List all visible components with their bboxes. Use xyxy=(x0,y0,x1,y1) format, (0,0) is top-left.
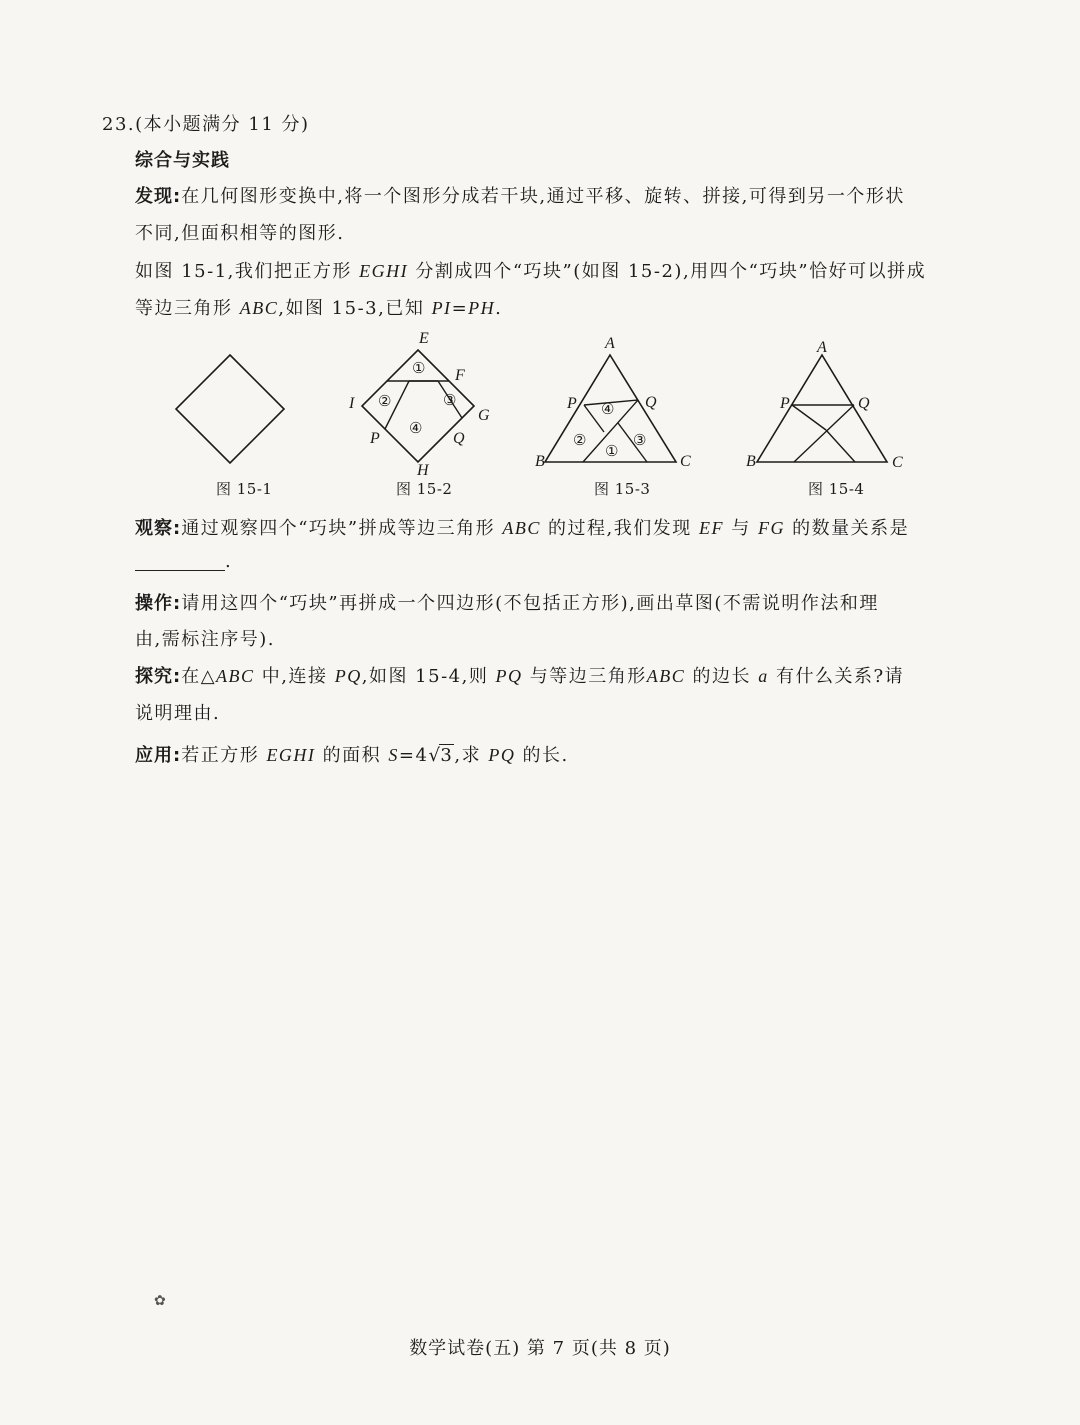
figure-15-1 xyxy=(160,340,300,480)
explore-line-1 xyxy=(135,662,904,688)
triangle-name: ABC xyxy=(239,298,279,318)
section-title: 综合与实践 xyxy=(135,150,230,171)
explore-label: 探究: xyxy=(135,666,182,687)
segment-pq: PQ xyxy=(495,666,523,686)
intro-text: ,如图 15-3,已知 xyxy=(278,298,432,319)
discover-label: 发现: xyxy=(135,186,182,207)
fig2-label-q: Q xyxy=(453,430,465,447)
observe-text: 通过观察四个“巧块”拼成等边三角形 xyxy=(181,518,503,539)
apply-text: 的长. xyxy=(515,745,569,766)
area-value: =4 xyxy=(398,745,429,766)
apply-text: 若正方形 xyxy=(181,745,267,766)
explore-text: 有什么关系?请 xyxy=(768,666,905,687)
triangle-name: ABC xyxy=(646,666,686,686)
fig2-label-p: P xyxy=(370,430,380,447)
caption-15-1: 图 15-1 xyxy=(216,480,273,498)
segment-ph: PH xyxy=(468,298,496,318)
fig2-piece-4: ④ xyxy=(409,421,423,437)
discover-line-1 xyxy=(135,182,905,208)
fig3-label-a: A xyxy=(605,335,615,352)
sqrt-radicand: 3 xyxy=(440,745,454,766)
operate-line-1 xyxy=(135,589,879,615)
square-name: EGHI xyxy=(266,745,316,765)
explore-text: ,如图 15-4,则 xyxy=(361,666,496,687)
discover-text: 在几何图形变换中,将一个图形分成若干块,通过平移、旋转、拼接,可得到另一个形状 xyxy=(181,186,905,207)
fig2-piece-3: ③ xyxy=(443,393,457,409)
question-header xyxy=(102,110,310,136)
figure-15-2 xyxy=(340,325,510,480)
cut-line-3 xyxy=(826,430,855,462)
intro-text: 分割成四个“巧块”(如图 15-2),用四个“巧块”恰好可以拼成 xyxy=(408,261,927,282)
segment-fg: FG xyxy=(757,518,785,538)
explore-line-2: 说明理由. xyxy=(135,703,221,724)
cut-line-1 xyxy=(792,405,826,430)
segment-ef: EF xyxy=(699,518,724,538)
observe-text: 的数量关系是 xyxy=(784,518,910,539)
fig4-label-a: A xyxy=(817,339,827,356)
operate-line-2: 由,需标注序号). xyxy=(135,629,275,650)
observe-line-2 xyxy=(135,551,232,572)
explore-text: 在△ xyxy=(181,666,217,687)
intro-text: 等边三角形 xyxy=(135,298,240,319)
fig3-label-p: P xyxy=(567,395,577,412)
apply-text: ,求 xyxy=(454,745,489,766)
triangle-name: ABC xyxy=(216,666,255,686)
explore-text: 中,连接 xyxy=(254,666,335,687)
caption-15-3: 图 15-3 xyxy=(594,480,651,498)
observe-line-1 xyxy=(135,514,909,540)
triangle-name: ABC xyxy=(502,518,541,538)
segment-pq: PQ xyxy=(488,745,516,765)
discover-line-2: 不同,但面积相等的图形. xyxy=(135,223,345,244)
fig3-piece-2: ② xyxy=(573,433,587,449)
sqrt-sign: √ xyxy=(428,745,442,766)
operate-text: 请用这四个“巧块”再拼成一个四边形(不包括正方形),画出草图(不需说明作法和理 xyxy=(181,593,879,614)
caption-15-4: 图 15-4 xyxy=(808,480,865,498)
scan-mark: ✿ xyxy=(154,1293,166,1309)
period: . xyxy=(225,551,233,572)
fig4-label-b: B xyxy=(746,453,756,470)
fig3-piece-4: ④ xyxy=(601,402,615,418)
fig2-piece-2: ② xyxy=(378,394,392,410)
fig3-piece-3: ③ xyxy=(633,433,647,449)
fig2-label-e: E xyxy=(419,330,429,347)
apply-label: 应用: xyxy=(135,745,182,766)
fig2-label-f: F xyxy=(455,367,465,384)
area-s: S xyxy=(388,745,399,765)
side-length-a: a xyxy=(758,666,769,686)
fig2-label-h: H xyxy=(417,462,429,479)
fig3-label-b: B xyxy=(535,453,545,470)
apply-line xyxy=(135,741,569,767)
intro-line-2 xyxy=(135,294,502,320)
square-shape xyxy=(176,355,284,463)
explore-text: 与等边三角形 xyxy=(522,666,647,687)
equals-sign: = xyxy=(451,298,469,319)
observe-text: 与 xyxy=(724,518,758,539)
fig2-piece-1: ① xyxy=(412,361,426,377)
square-name: EGHI xyxy=(359,261,409,281)
observe-text: 的过程,我们发现 xyxy=(540,518,699,539)
caption-15-2: 图 15-2 xyxy=(396,480,453,498)
fig4-label-p: P xyxy=(780,395,790,412)
observe-label: 观察: xyxy=(135,518,182,539)
fig3-piece-1: ① xyxy=(605,444,619,460)
fig3-label-c: C xyxy=(680,453,691,470)
page-footer: 数学试卷(五) 第 7 页(共 8 页) xyxy=(409,1338,671,1359)
question-number: 23. xyxy=(102,114,136,135)
intro-text: 如图 15-1,我们把正方形 xyxy=(135,261,360,282)
period: . xyxy=(495,298,503,319)
fig2-label-g: G xyxy=(478,407,490,424)
explore-text: 的边长 xyxy=(685,666,759,687)
fig4-label-c: C xyxy=(892,454,903,471)
figure-15-4 xyxy=(740,330,910,475)
fig3-label-q: Q xyxy=(645,394,657,411)
intro-line-1 xyxy=(135,257,926,283)
segment-pq: PQ xyxy=(334,666,362,686)
fig4-label-q: Q xyxy=(858,395,870,412)
answer-blank xyxy=(135,552,225,571)
score-note: (本小题满分 11 分) xyxy=(135,114,310,135)
apply-text: 的面积 xyxy=(315,745,389,766)
fig2-label-i: I xyxy=(349,395,355,412)
segment-pi: PI xyxy=(431,298,452,318)
operate-label: 操作: xyxy=(135,593,182,614)
figure-15-3 xyxy=(530,330,700,475)
